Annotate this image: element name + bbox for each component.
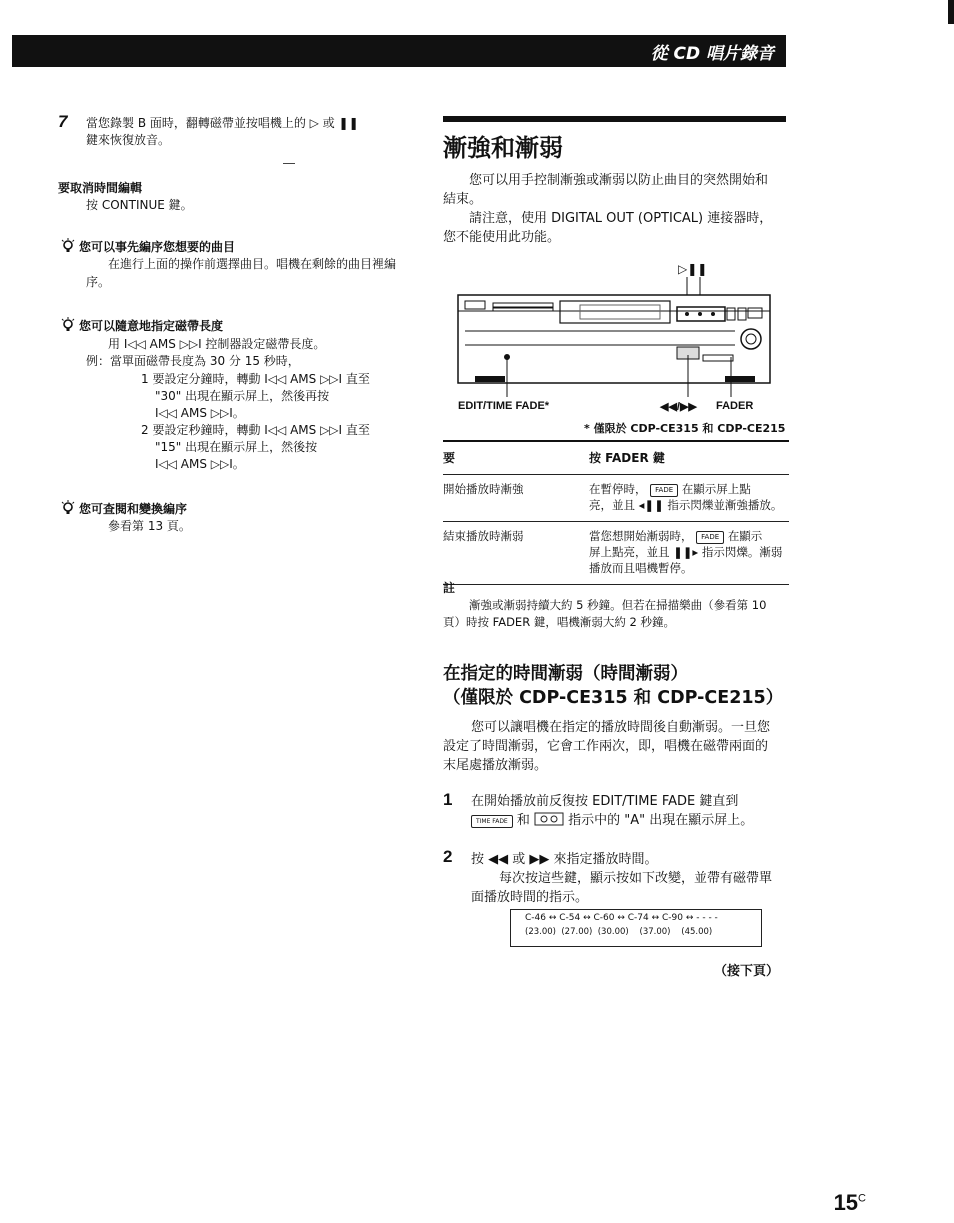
edge-mark	[948, 0, 954, 24]
tape-a-indicator-icon	[534, 812, 564, 826]
section-rule	[443, 116, 786, 122]
table-header-row: 要 按 FADER 鍵	[443, 444, 789, 475]
fader-table	[443, 444, 789, 585]
edit-time-fade-label: EDIT/TIME FADE*	[458, 400, 550, 412]
play-pause-label: ▷❚❚	[678, 262, 708, 276]
lightbulb-icon	[60, 317, 76, 333]
tape-times: (23.00) (27.00) (30.00) (37.00) (45.00)	[525, 927, 713, 937]
continued-label: （接下頁）	[714, 964, 780, 979]
fade-indicator: FADE	[650, 484, 678, 497]
step-1-number: 1	[443, 790, 453, 809]
section-intro: 您可以用手控制漸強或漸弱以防止曲目的突然開始和 結束。 請注意，使用 DIGITAL OUT (OPTICAL) 連接器時， 您不能使用此功能。	[443, 173, 773, 245]
note-text: 漸強或漸弱持續大約 5 秒鐘。但若在掃描樂曲（參看第 10 頁）時按 FADER 鍵，唱機漸弱大約 2 秒鐘。	[443, 598, 767, 629]
time-fade-indicator: TIME FADE	[471, 815, 513, 828]
diagram-footnote: * 僅限於 CDP-CE315 和 CDP-CE215	[584, 422, 786, 435]
cd-player-diagram	[455, 275, 775, 400]
tip-1-heading: 您可以事先編序您想要的曲目	[60, 238, 235, 256]
seek-label: ◀◀/▶▶	[660, 401, 697, 413]
table-row: 結束播放時漸弱 當您想開始漸弱時， FADE 在顯示 屏上點亮，並且 ❚❚▸ 指示閃爍。漸弱 播放而且唱機暫停。	[443, 522, 789, 585]
section-2-title: 在指定的時間漸弱（時間漸弱） （僅限於 CDP-CE315 和 CDP-CE215）	[443, 664, 784, 708]
tip-1-body-cont: 序。	[86, 275, 111, 289]
cancel-heading: 要取消時間編輯	[58, 181, 143, 195]
table-top-rule	[443, 440, 789, 442]
step-7-text: 當您錄製 B 面時，翻轉磁帶並按唱機上的 ▷ 或 ❚❚ 鍵來恢復放音。	[86, 116, 359, 147]
step-2-text: 按 ◀◀ 或 ▶▶ 來指定播放時間。 每次按這些鍵，顯示按如下改變，並帶有磁帶單 面播放時間的指示。	[471, 852, 773, 905]
fader-label: FADER	[716, 400, 754, 412]
header-title: 從 CD 唱片錄音	[650, 44, 774, 64]
lightbulb-icon	[60, 500, 76, 516]
section-title: 漸強和漸弱	[443, 134, 563, 162]
tip-2-step2: 2 要設定秒鐘時，轉動 I◁◁ AMS ▷▷I 直至 "15" 出現在顯示屏上，然後按 I◁◁ AMS ▷▷I。	[141, 423, 370, 471]
table-row: 開始播放時漸強 在暫停時， FADE 在顯示屏上點 亮，並且 ◂❚❚ 指示閃爍並漸強播放。	[443, 475, 789, 522]
step-7-number: 7	[58, 112, 68, 131]
tip-2-line2: 例：當單面磁帶長度為 30 分 15 秒時，	[86, 354, 300, 368]
tip-3-heading: 您可查閱和變換編序	[60, 500, 187, 518]
tape-sequence-box	[510, 909, 762, 947]
note-label: 註	[443, 581, 456, 595]
step-1-text: 在開始播放前反復按 EDIT/TIME FADE 鍵直到 TIME FADE 和 指示中的 "A" 出現在顯示屏上。	[471, 794, 754, 828]
tip-3-text: 參看第 13 頁。	[108, 519, 191, 533]
divider-dash	[283, 163, 295, 164]
tip-2-heading: 您可以隨意地指定磁帶長度	[60, 317, 223, 335]
page-number: $15^C$	[833, 1190, 866, 1215]
lightbulb-icon	[60, 238, 76, 254]
step-2-number: 2	[443, 847, 453, 866]
cancel-text: 按 CONTINUE 鍵。	[86, 198, 193, 212]
tip-1-body: 在進行上面的操作前選擇曲目。唱機在剩餘的曲目裡編	[108, 257, 397, 271]
tape-sequence: C-46 ↔ C-54 ↔ C-60 ↔ C-74 ↔ C-90 ↔ - - - -	[525, 913, 718, 923]
tip-2-step1: 1 要設定分鐘時，轉動 I◁◁ AMS ▷▷I 直至 "30" 出現在顯示屏上，然後再按 I◁◁ AMS ▷▷I。	[141, 372, 370, 420]
section-2-intro: 您可以讓唱機在指定的播放時間後自動漸弱。一旦您 設定了時間漸弱，它會工作兩次，即，唱機在磁帶兩面的 末尾處播放漸弱。	[443, 720, 771, 773]
fade-indicator: FADE	[696, 531, 724, 544]
tip-2-line1: 用 I◁◁ AMS ▷▷I 控制器設定磁帶長度。	[108, 337, 326, 351]
